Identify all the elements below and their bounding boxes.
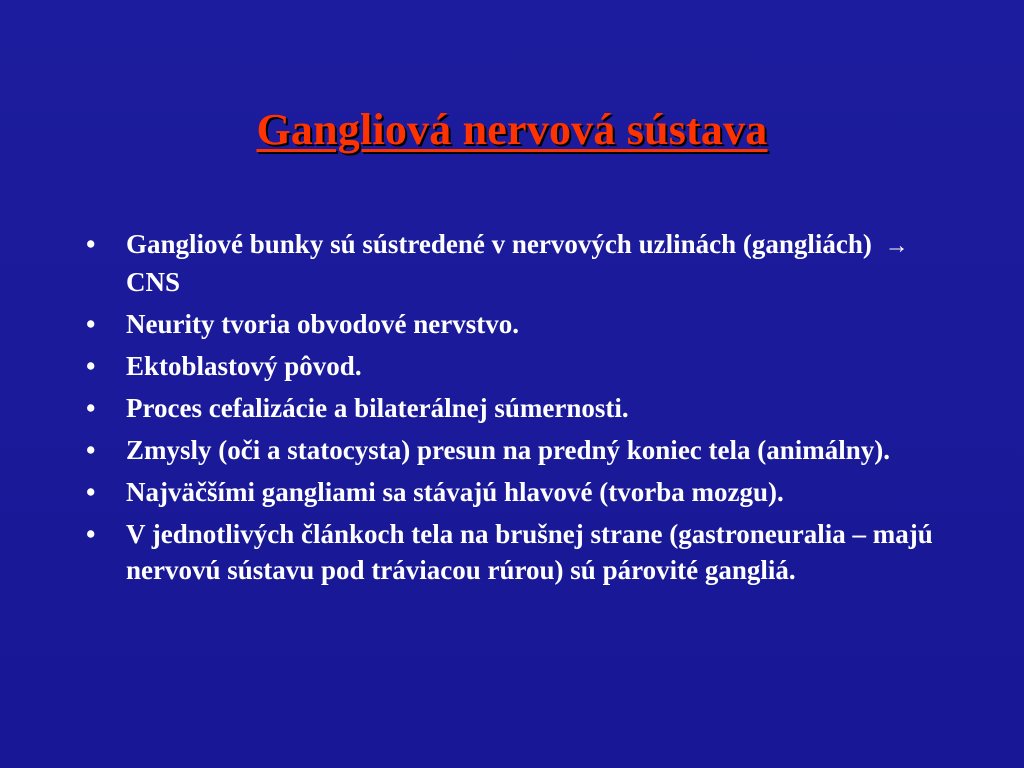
bullet-text: Neurity tvoria obvodové nervstvo. — [126, 309, 519, 339]
bullet-item — [82, 226, 962, 300]
bullet-dot-icon: • — [86, 519, 96, 549]
bullet-dot-icon: • — [86, 435, 96, 465]
bullet-text: Zmysly (oči a statocysta) presun na predný koniec tela (animálny). — [126, 435, 891, 465]
bullet-text-suffix: CNS — [126, 267, 181, 297]
bullet-item — [82, 516, 962, 588]
bullet-dot-icon: • — [86, 309, 96, 339]
slide-title: Gangliová nervová sústava — [256, 105, 768, 154]
bullet-dot-icon: • — [86, 477, 96, 507]
bullet-list — [82, 226, 962, 594]
bullet-text: Gangliové bunky sú sústredené v nervových uzlinách (gangliách) — [126, 229, 872, 259]
right-arrow-icon: → — [884, 233, 909, 259]
bullet-dot-icon: • — [86, 229, 96, 259]
bullet-text: Proces cefalizácie a bilaterálnej súmernosti. — [126, 393, 629, 423]
bullet-item — [82, 348, 962, 384]
bullet-text: V jednotlivých článkoch tela na brušnej strane (gastroneuralia – majú nervovú sústavu pod tráviacou rúrou) sú párovité gangliá. — [126, 519, 933, 585]
bullet-item — [82, 306, 962, 342]
bullet-text: Ektoblastový pôvod. — [126, 351, 362, 381]
bullet-dot-icon: • — [86, 393, 96, 423]
bullet-text: Najväčšími gangliami sa stávajú hlavové (tvorba mozgu). — [126, 477, 784, 507]
bullet-item — [82, 474, 962, 510]
bullet-dot-icon: • — [86, 351, 96, 381]
bullet-item — [82, 432, 962, 468]
bullet-item — [82, 390, 962, 426]
